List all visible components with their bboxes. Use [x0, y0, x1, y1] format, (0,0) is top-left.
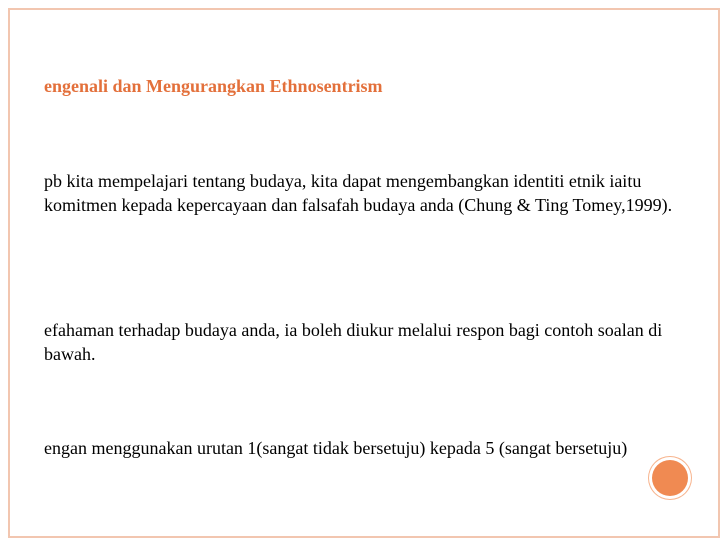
paragraph-ethnic-identity: pb kita mempelajari tentang budaya, kita dapat mengembangkan identiti etnik iaitu komitmen kepada kepercayaan dan falsafah budaya anda (Chung & Ting Tomey,1999). [44, 171, 673, 215]
slide-frame-top [8, 8, 720, 10]
decorative-circle [652, 460, 688, 496]
paragraph-scale: engan menggunakan urutan 1(sangat tidak bersetuju) kepada 5 (sangat bersetuju) [44, 438, 628, 458]
slide-title: engenali dan Mengurangkan Ethnosentrism [44, 76, 383, 96]
slide-frame-left [8, 8, 10, 538]
slide-frame-right [718, 8, 720, 538]
slide-frame-bottom [8, 536, 720, 538]
paragraph-understanding: efahaman terhadap budaya anda, ia boleh diukur melalui respon bagi contoh soalan di bawah. [44, 320, 663, 364]
